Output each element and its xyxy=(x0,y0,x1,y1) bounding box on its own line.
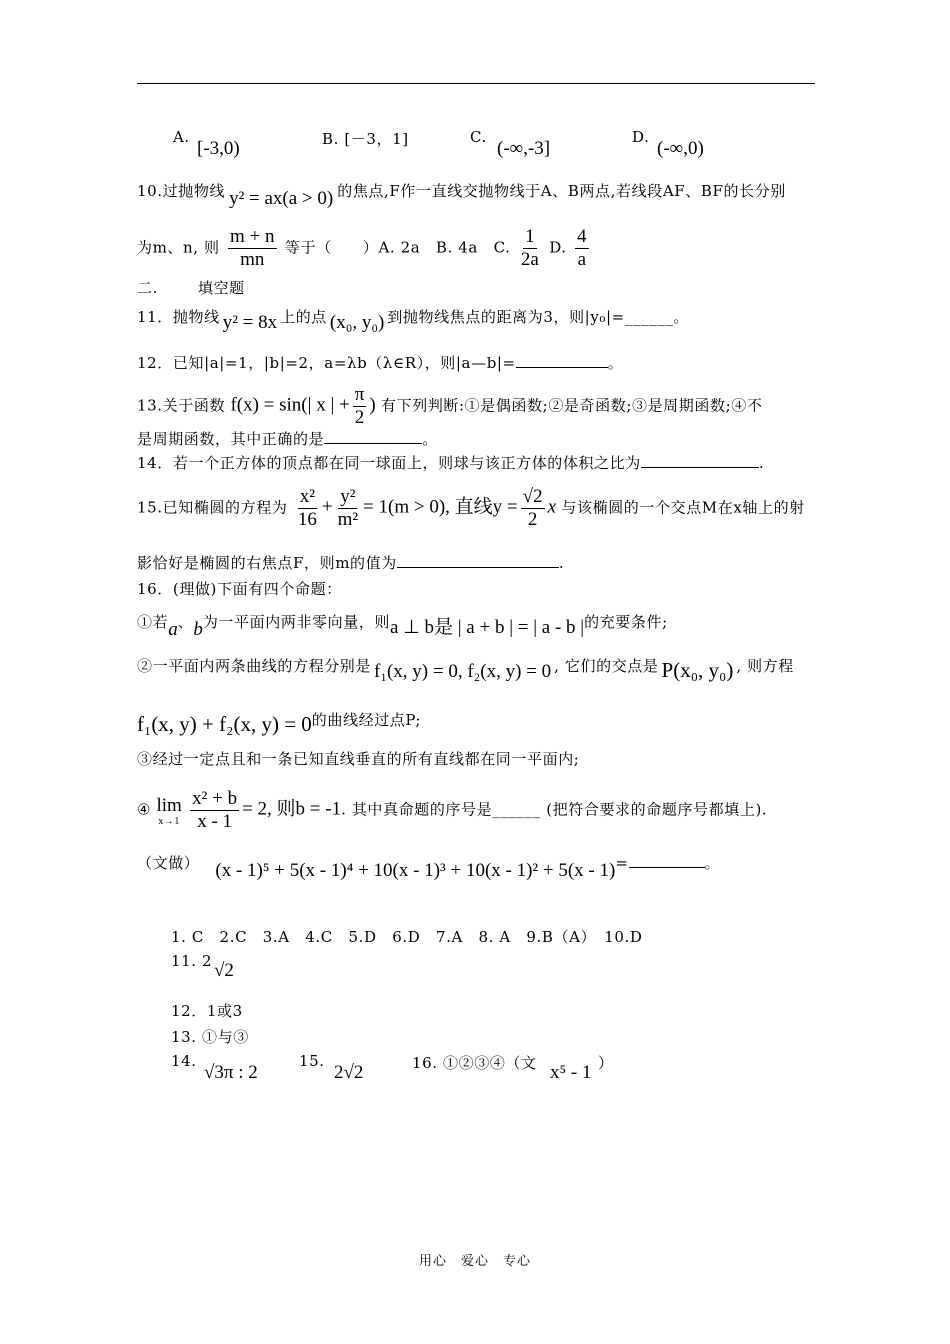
answer-14-value: √3π : 2 xyxy=(204,1062,258,1083)
option-c-label: C. xyxy=(470,128,487,146)
page-footer: 用心 爱心 专心 xyxy=(418,1254,531,1269)
option-a-label: A. xyxy=(173,128,190,146)
answer-11-value: √2 xyxy=(214,960,234,981)
answer-16-end: ） xyxy=(598,1054,614,1072)
q11-equation: y² = 8x xyxy=(222,312,278,333)
vector-b: b xyxy=(193,619,203,640)
answers-row1: 1. C 2.C 3.A 4.C 5.D 6.D 7.A 8. A 9.B（A） 10.D xyxy=(171,928,643,946)
q14-blank xyxy=(641,453,759,468)
question-16-wen: （文做） (x - 1)⁵ + 5(x - 1)⁴ + 10(x - 1)³ + 10(x - 1)² + 5(x - 1)= 。 xyxy=(137,854,721,881)
option-b: B. [－3，1] xyxy=(322,130,409,148)
q15-frac-x: $\frac{\text{x²}}{16}$ xyxy=(297,486,317,530)
section-heading: 二. 填空题 xyxy=(137,279,245,297)
q16-limit-fraction: $\frac{\text{x² + b}}{x - 1}$ xyxy=(192,788,238,832)
answer-15-value: 2√2 xyxy=(334,1062,364,1083)
question-16-item4: ④ lim x→1 $\frac{\text{x² + b}}{x - 1}$ = 2, 则b = -1. 其中真命题的序号是______ (把符合要求的命题序号都填上). xyxy=(137,788,768,832)
question-16-item2-line2: f₁(x, y) + f₂(x, y) = 0的曲线经过点P; xyxy=(137,711,422,736)
question-16-item3: ③经过一定点且和一条已知直线垂直的所有直线都在同一平面内; xyxy=(137,750,580,768)
q16-point: P(x₀, y₀) xyxy=(661,658,734,682)
question-16-item2-line1: ②一平面内两条曲线的方程分别是 f₁(x, y) = 0, f₂(x, y) = 0 , 它们的交点是 P(x₀, y₀) , 则方程 xyxy=(137,657,794,682)
q13-function: f(x) = sin(| x | + xyxy=(230,394,350,416)
q10-d-label: D. xyxy=(549,238,567,257)
question-13-line1: 13.关于函数 f(x) = sin(| x | + $\frac{\pi}{2}$ ) 有下列判断:①是偶函数;②是奇函数;③是周期函数;④不 xyxy=(137,384,763,428)
q12-blank xyxy=(516,353,608,368)
wen-expression: (x - 1)⁵ + 5(x - 1)⁴ + 10(x - 1)³ + 10(x - 1)² + 5(x - 1) xyxy=(215,860,616,881)
question-13-line2: 是周期函数，其中正确的是 。 xyxy=(137,430,438,448)
question-12: 12．已知|a|=1，|b|=2，a=λb（λ∈R），则|a—b|= 。 xyxy=(137,354,624,372)
q13-blank xyxy=(324,429,422,444)
question-16-head: 16．(理做)下面有四个命题： xyxy=(137,580,342,598)
wen-blank xyxy=(629,853,705,868)
header-rule xyxy=(137,83,815,84)
answer-15-label: 15. xyxy=(299,1052,325,1070)
q10-choice-c: $\frac{1}{2a}$ xyxy=(520,226,539,270)
question-11: 11．抛物线 y² = 8x 上的点 (x₀, y₀) 到抛物线焦点的距离为3，则|y₀|=______。 xyxy=(137,308,690,333)
option-c-value: (-∞,-3] xyxy=(497,138,551,159)
q10-pre: 10.过抛物线 xyxy=(137,182,226,200)
question-14: 14．若一个正方体的顶点都在同一球面上，则球与该正方体的体积之比为 . xyxy=(137,454,765,472)
vector-a: a xyxy=(168,619,178,640)
answer-11-label: 11. 2 xyxy=(171,952,213,970)
q15-frac-sqrt: $\frac{√2}{2}$ xyxy=(522,486,543,530)
question-15-line2: 影恰好是椭圆的右焦点F，则m的值为 . xyxy=(137,554,565,572)
question-15-line1: 15.已知椭圆的方程为 $\frac{\text{x²}}{16}$ + $\frac{\text{y²}}{\text{m²}}$ = 1(m > 0), 直线y = $\frac{√2}{2}$ x 与该椭圆的一个交点M在x轴上的射 xyxy=(137,486,805,530)
option-a-value: [-3,0) xyxy=(197,138,240,159)
option-d-label: D. xyxy=(632,128,650,146)
q10-l2-pre: 为m、n, 则 xyxy=(137,238,220,257)
q11-point: (x₀, y₀) xyxy=(329,312,385,333)
question-10-line2 xyxy=(137,226,592,271)
answer-16-value: x⁵ - 1 xyxy=(550,1062,592,1083)
q13-fraction: $\frac{\pi}{2}$ xyxy=(354,384,365,428)
answer-16-label: 16. ①②③④（文 xyxy=(412,1054,537,1072)
q15-blank xyxy=(397,553,559,568)
q10-post: 的焦点,F作一直线交抛物线于A、B两点,若线段AF、BF的长分别 xyxy=(337,182,786,200)
option-d-value: (-∞,0) xyxy=(657,138,704,159)
q10-choice-d: $\frac{4}{a}$ xyxy=(577,226,587,270)
answer-13: 13. ①与③ xyxy=(171,1028,249,1046)
q16-curves: f₁(x, y) = 0, f₂(x, y) = 0 xyxy=(374,661,552,682)
q10-equation: y² = ax(a > 0) xyxy=(229,188,334,209)
question-10-line1 xyxy=(137,180,786,209)
q15-frac-y: $\frac{\text{y²}}{\text{m²}}$ xyxy=(337,486,359,530)
answer-14-label: 14. xyxy=(171,1052,197,1070)
q10-choices: 等于（ ）A. 2a B. 4a C. xyxy=(284,238,511,257)
question-16-item1: ①若a、b为一平面内两非零向量，则a ⊥ b是 | a + b | = | a - b |的充要条件; xyxy=(137,613,668,640)
q16-sum-eq: f₁(x, y) + f₂(x, y) = 0 xyxy=(137,712,312,736)
limit-symbol: lim x→1 xyxy=(156,794,182,827)
q16-item1-equation: a ⊥ b是 | a + b | = | a - b | xyxy=(390,617,585,638)
q10-fraction: $\frac{m + n}{mn}$ xyxy=(230,226,275,270)
answer-12: 12．1或3 xyxy=(171,1002,243,1020)
